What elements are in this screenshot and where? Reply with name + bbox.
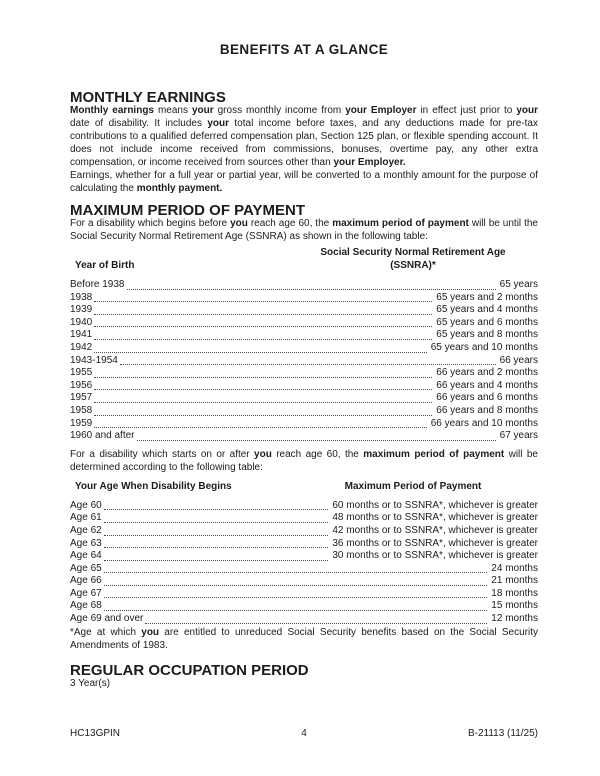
paragraph-monthly-earnings: Monthly earnings means your gross monthly income from your Employer in effect just prior to your date of disability. It includes your total income before taxes, and any deductions made for pre-tax contributions to a qualified deferred compensation plan, Section 125 plan, or flexible spending account. It does not include income received from commissions, bonuses, overtime pay, any other extra compensation, or income received from sources other than your Employer. [70, 105, 538, 168]
row-value: 18 months [491, 587, 538, 599]
dot-leader [94, 301, 432, 302]
dot-leader [94, 339, 432, 340]
table-row [70, 538, 538, 551]
dot-leader [94, 377, 432, 378]
row-value: 42 months or to SSNRA*, whichever is greater [332, 524, 538, 536]
dot-leader [137, 440, 496, 441]
row-value: 48 months or to SSNRA*, whichever is greater [332, 512, 538, 524]
table-row [70, 512, 538, 525]
table-row [70, 525, 538, 538]
table-row [70, 367, 538, 380]
age-col2-header: Maximum Period of Payment [344, 480, 482, 492]
paragraph-max-period-intro: For a disability which begins before you reach age 60, the maximum period of payment will be until the Social Security Normal Retirement Age (SSNRA) as shown in the following table: [70, 218, 538, 242]
row-label: Age 68 [70, 600, 102, 612]
row-value: 67 years [499, 430, 538, 442]
row-value: 65 years and 4 months [436, 304, 538, 316]
table-row [70, 405, 538, 418]
section-heading-regular-occupation: REGULAR OCCUPATION PERIOD [70, 661, 309, 679]
table-row [70, 418, 538, 431]
dot-leader [104, 509, 329, 510]
table-row [70, 430, 538, 443]
row-label: Age 61 [70, 512, 102, 524]
row-value: 12 months [491, 613, 538, 625]
age-col1-header: Your Age When Disability Begins [75, 480, 232, 492]
row-value: 66 years and 8 months [436, 404, 538, 416]
dot-leader [104, 560, 329, 561]
footer-form-code: HC13GPIN [70, 728, 121, 739]
row-value: 60 months or to SSNRA*, whichever is greater [332, 499, 538, 511]
table-row [70, 588, 538, 601]
table-row [70, 600, 538, 613]
dot-leader [120, 364, 496, 365]
row-value: 66 years and 10 months [430, 417, 538, 429]
dot-leader [104, 535, 329, 536]
row-label: Age 66 [70, 575, 102, 587]
table-row [70, 563, 538, 576]
page-footer [70, 727, 538, 740]
dot-leader [104, 597, 488, 598]
row-label: 1939 [70, 304, 93, 316]
row-value: 36 months or to SSNRA*, whichever is greater [332, 537, 538, 549]
table-row [70, 292, 538, 305]
table-row [70, 575, 538, 588]
footnote-ssnra: *Age at which you are entitled to unreduced Social Security benefits based on the Social Security Amendments of 1983. [70, 626, 539, 651]
footer-page-number: 4 [301, 728, 307, 739]
ssnra-col1-header: Year of Birth [75, 260, 135, 271]
row-label: Age 62 [70, 524, 102, 536]
row-value: 65 years and 2 months [436, 291, 538, 303]
row-label: 1943-1954 [70, 354, 118, 366]
row-label: 1957 [70, 392, 93, 404]
dot-leader [94, 352, 426, 353]
dot-leader [104, 547, 329, 548]
dot-leader [94, 326, 432, 327]
ssnra-table-body [70, 279, 538, 443]
age-table-body [70, 500, 538, 626]
row-value: 21 months [491, 575, 538, 587]
row-label: 1941 [70, 329, 93, 341]
dot-leader [94, 415, 432, 416]
row-label: 1960 and after [70, 430, 135, 442]
row-value: 24 months [491, 562, 538, 574]
row-label: 1959 [70, 417, 93, 429]
table-row [70, 392, 538, 405]
section-heading-monthly-earnings: MONTHLY EARNINGS [70, 89, 226, 106]
row-label: Age 69 and over [70, 613, 144, 625]
row-value: 65 years [499, 279, 538, 290]
row-value: 66 years [499, 354, 538, 366]
ssnra-table-header [70, 246, 538, 272]
row-value: 30 months or to SSNRA*, whichever is greater [332, 550, 538, 562]
row-value: 66 years and 6 months [436, 392, 538, 404]
section-heading-maximum-period: MAXIMUM PERIOD OF PAYMENT [70, 202, 306, 219]
table-row [70, 317, 538, 330]
row-value: 66 years and 2 months [436, 367, 538, 379]
table-row [70, 500, 538, 513]
row-label: 1938 [70, 291, 93, 303]
dot-leader [127, 289, 496, 290]
row-value: 15 months [491, 600, 538, 612]
dot-leader [145, 623, 487, 624]
row-label: Age 67 [70, 587, 102, 599]
table-row [70, 355, 538, 368]
table-row [70, 550, 538, 563]
row-value: 66 years and 4 months [436, 379, 538, 391]
page-title: BENEFITS AT A GLANCE [219, 42, 389, 57]
age-table-header [70, 480, 538, 493]
dot-leader [104, 585, 488, 586]
paragraph-age60-intro: For a disability which starts on or after you reach age 60, the maximum period of payment will be determined according to the following table: [70, 448, 538, 473]
row-label: Age 64 [70, 550, 102, 562]
ssnra-col2-header [288, 246, 538, 272]
paragraph-earnings-conversion: Earnings, whether for a full year or partial year, will be converted to a monthly amount for the purpose of calculating the monthly payment. [70, 170, 538, 194]
row-label: Age 65 [70, 562, 102, 574]
dot-leader [94, 427, 426, 428]
dot-leader [104, 572, 488, 573]
row-label: Age 63 [70, 537, 102, 549]
row-value: 65 years and 6 months [436, 316, 538, 328]
table-row [70, 613, 538, 626]
row-label: 1956 [70, 379, 93, 391]
table-row [70, 380, 538, 393]
row-value: 65 years and 10 months [430, 341, 538, 353]
dot-leader [104, 522, 329, 523]
row-label: 1942 [70, 341, 93, 353]
row-label: Before 1938 [70, 279, 125, 290]
table-row [70, 304, 538, 317]
dot-leader [94, 402, 432, 403]
ssnra-col2-header-line1: Social Security Normal Retirement Age [320, 247, 506, 258]
regular-occupation-value: 3 Year(s) [70, 677, 111, 689]
dot-leader [104, 610, 488, 611]
dot-leader [94, 389, 432, 390]
row-label: Age 60 [70, 499, 102, 511]
table-row [70, 329, 538, 342]
table-row [70, 279, 538, 292]
table-row [70, 342, 538, 355]
row-label: 1955 [70, 367, 93, 379]
footer-doc-number: B-21113 (11/25) [467, 728, 538, 739]
row-label: 1958 [70, 404, 93, 416]
dot-leader [94, 314, 432, 315]
ssnra-col2-header-line2: (SSNRA)* [390, 260, 436, 271]
row-label: 1940 [70, 316, 93, 328]
row-value: 65 years and 8 months [436, 329, 538, 341]
